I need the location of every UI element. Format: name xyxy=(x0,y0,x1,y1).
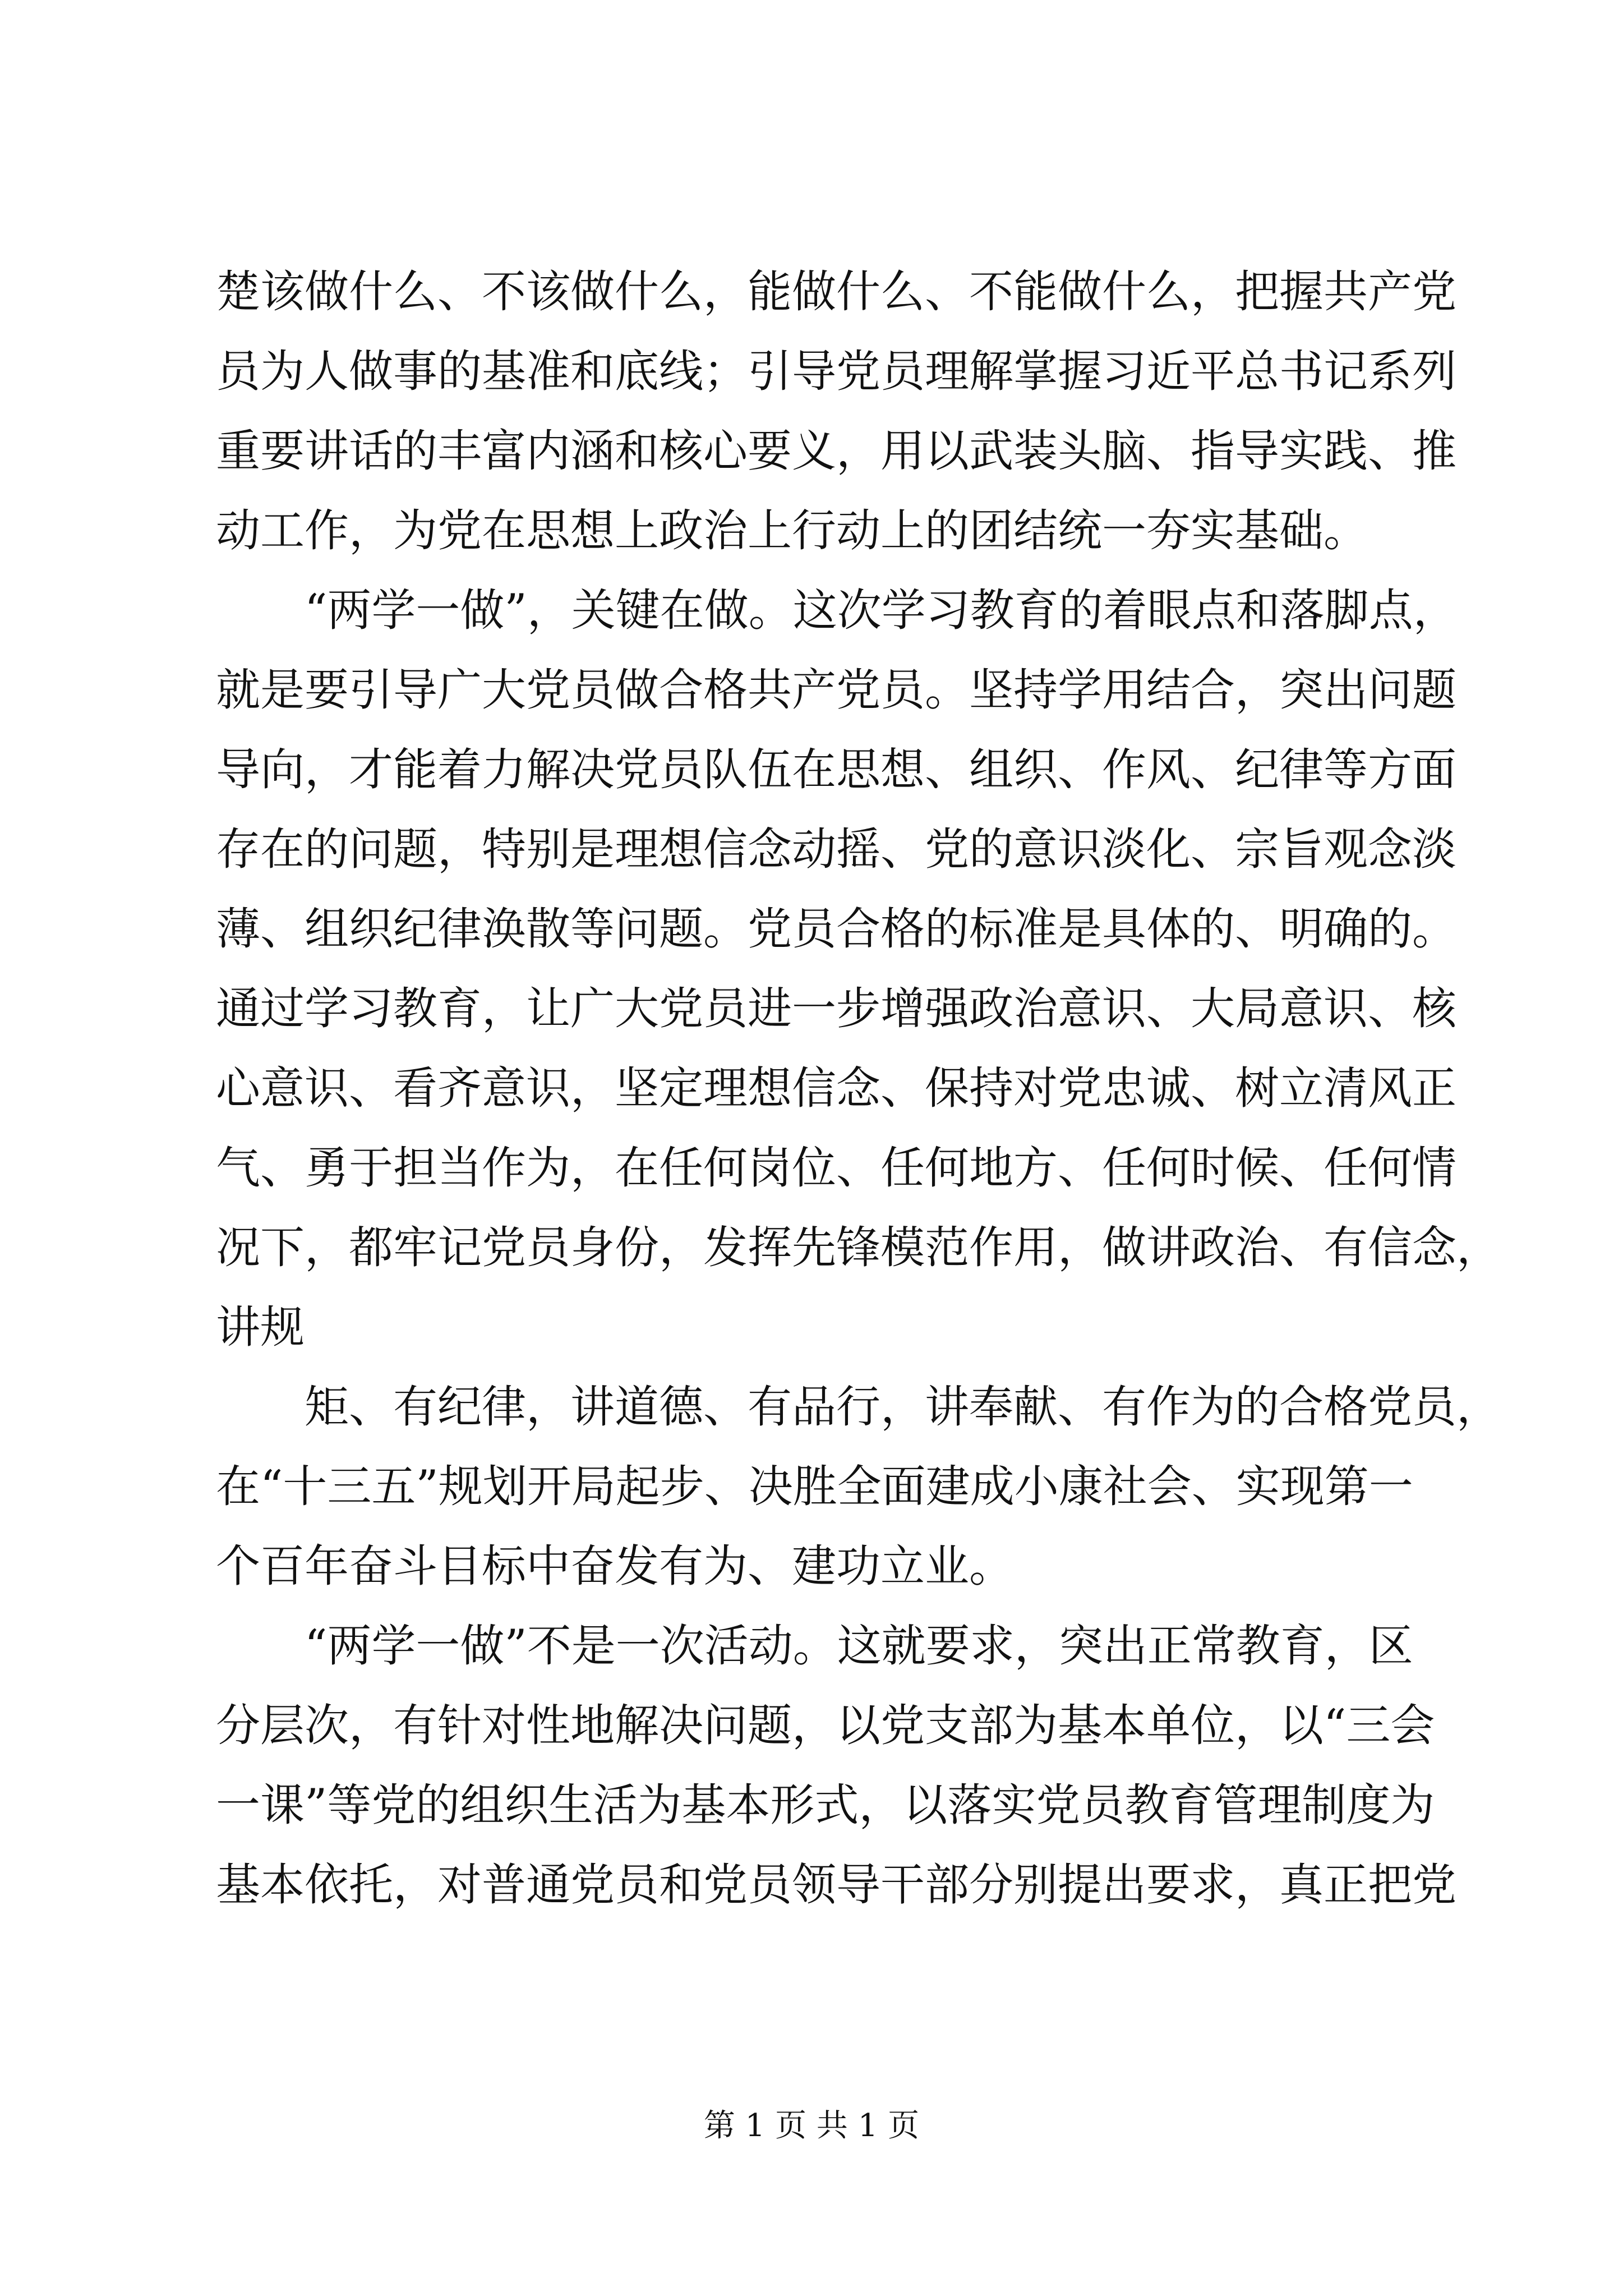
text-line: “两学一做”不是一次活动。这就要求，突出正常教育，区 xyxy=(216,1620,1413,1672)
text-line: 个百年奋斗目标中奋发有为、建功立业。 xyxy=(216,1540,1013,1592)
text-line: 通过学习教育，让广大党员进一步增强政治意识、大局意识、核 xyxy=(216,983,1456,1034)
text-line: “两学一做”，关键在做。这次学习教育的着眼点和落脚点， xyxy=(216,585,1458,636)
text-line: 薄、组织纪律涣散等问题。党员合格的标准是具体的、明确的。 xyxy=(216,903,1456,955)
text-line: 一课”等党的组织生活为基本形式，以落实党员教育管理制度为 xyxy=(216,1779,1435,1831)
text-line: 矩、有纪律，讲道德、有品行，讲奉献、有作为的合格党员， xyxy=(216,1381,1501,1433)
text-line: 动工作，为党在思想上政治上行动上的团结统一夯实基础。 xyxy=(216,505,1368,556)
text-line: 重要讲话的丰富内涵和核心要义，用以武装头脑、指导实践、推 xyxy=(216,425,1456,477)
text-line: 员为人做事的基准和底线；引导党员理解掌握习近平总书记系列 xyxy=(216,346,1456,397)
text-line: 心意识、看齐意识，坚定理想信念、保持对党忠诚、树立清风正 xyxy=(216,1062,1456,1114)
text-line: 讲规 xyxy=(216,1301,305,1353)
text-line: 基本依托，对普通党员和党员领导干部分别提出要求，真正把党 xyxy=(216,1859,1456,1911)
text-line: 存在的问题，特别是理想信念动摇、党的意识淡化、宗旨观念淡 xyxy=(216,823,1456,875)
text-line: 楚该做什么、不该做什么，能做什么、不能做什么，把握共产党 xyxy=(216,266,1456,318)
text-line: 分层次，有针对性地解决问题，以党支部为基本单位，以“三会 xyxy=(216,1700,1435,1751)
text-line: 导向，才能着力解决党员队伍在思想、组织、作风、纪律等方面 xyxy=(216,744,1456,795)
page-number-footer: 第 1 页 共 1 页 xyxy=(703,2108,920,2144)
text-line: 就是要引导广大党员做合格共产党员。坚持学用结合，突出问题 xyxy=(216,664,1456,716)
text-line: 气、勇于担当作为，在任何岗位、任何地方、任何时候、任何情 xyxy=(216,1142,1456,1194)
text-line: 况下，都牢记党员身份，发挥先锋模范作用，做讲政治、有信念， xyxy=(216,1222,1501,1273)
text-line: 在“十三五”规划开局起步、决胜全面建成小康社会、实现第一 xyxy=(216,1461,1413,1512)
